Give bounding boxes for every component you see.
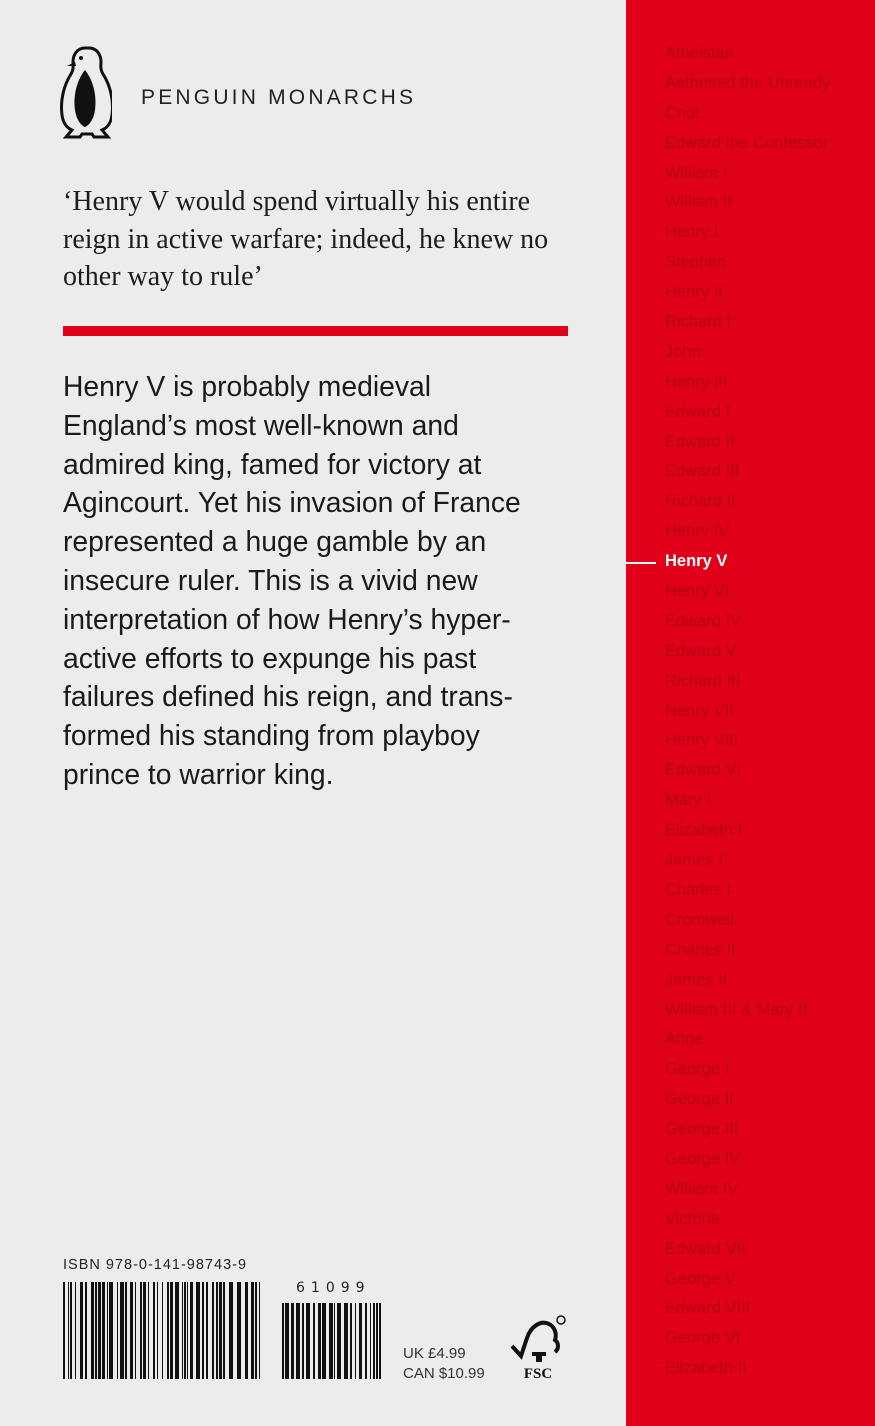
blurb-line: failures defined his reign, and trans- (63, 680, 513, 713)
barcode-bar (251, 1282, 254, 1379)
blurb-line: admired king, famed for victory at (63, 447, 482, 480)
monarch-item: Edward VIII (665, 1299, 751, 1318)
barcode-bar (302, 1303, 304, 1379)
barcode-bar (140, 1282, 142, 1379)
barcode-bar (219, 1282, 222, 1379)
monarch-item: Edward VII (665, 1239, 746, 1258)
monarch-item: Charles I (665, 880, 732, 899)
monarch-item: Richard III (665, 671, 741, 690)
barcode-bar (313, 1303, 315, 1379)
barcode-bar (85, 1282, 87, 1379)
monarch-item: Anne (665, 1030, 704, 1049)
monarch-item: Elizabeth II (665, 1359, 747, 1378)
monarch-item: Henry III (665, 372, 728, 391)
blurb-line: interpretation of how Henry’s hyper- (63, 602, 511, 635)
barcode-bar (202, 1282, 204, 1379)
barcode-bar (95, 1282, 97, 1379)
blurb-line: represented a huge gamble by an (63, 525, 487, 558)
barcode-bar (379, 1303, 381, 1379)
barcode-bar (291, 1303, 294, 1379)
monarch-item: Aethelred the Unready (665, 73, 831, 92)
barcode-bar (206, 1282, 208, 1379)
barcode-bar (162, 1282, 163, 1379)
barcode-bar (282, 1303, 284, 1379)
barcode-bar (196, 1282, 200, 1379)
barcode-bar (344, 1303, 348, 1379)
barcode-bar (337, 1303, 341, 1379)
isbn: ISBN 978-0-141-98743-9 (63, 1257, 248, 1273)
blurb-line: England’s most well-known and (63, 408, 459, 441)
barcode-bar (75, 1282, 76, 1379)
monarch-item: Charles II (665, 940, 736, 959)
barcode-bar (182, 1282, 183, 1379)
monarch-list (665, 44, 870, 1389)
monarch-item: Henry VIII (665, 731, 739, 750)
blurb-line: active efforts to expunge his past (63, 641, 477, 674)
barcode-bar (109, 1282, 113, 1379)
monarch-item: Henry VI (665, 582, 730, 601)
barcode-bar (148, 1282, 149, 1379)
barcode-bar (187, 1282, 188, 1379)
barcode-bar (107, 1282, 108, 1379)
barcode-bar (63, 1282, 65, 1379)
monarch-item: William I (665, 163, 728, 182)
price-uk: UK £4.99 (403, 1345, 466, 1362)
barcode-bar (167, 1282, 169, 1379)
barcode-bar (153, 1282, 155, 1379)
monarch-item: Edward II (665, 432, 735, 451)
monarch-item: Henry IV (665, 522, 730, 541)
monarch-item: George II (665, 1090, 734, 1109)
barcode-bar (117, 1282, 118, 1379)
barcode-bar (170, 1282, 173, 1379)
monarch-item: Edward VI (665, 761, 742, 780)
blurb-line: Henry V is probably medieval (63, 370, 432, 402)
barcode-bar (285, 1303, 289, 1379)
barcode-bar (255, 1282, 257, 1379)
blurb-line: insecure ruler. This is a vivid new (63, 563, 478, 596)
monarch-item: Edward I (665, 402, 731, 421)
barcode-bar (175, 1282, 179, 1379)
barcode-bar (334, 1303, 335, 1379)
monarch-item: Victoria (665, 1209, 720, 1228)
monarch-item: George VI (665, 1329, 741, 1348)
monarch-item: Henry V (665, 552, 870, 582)
monarch-item: James I (665, 851, 723, 870)
monarch-item: Henry II (665, 283, 723, 302)
monarch-item: George V (665, 1269, 736, 1288)
barcode-bar (329, 1303, 333, 1379)
barcode-bar (223, 1282, 225, 1379)
barcode-bar (70, 1282, 72, 1379)
barcode-bar (130, 1282, 133, 1379)
isbn-barcode (63, 1282, 262, 1379)
pull-quote: ‘Henry V would spend virtually his entire reign in active warfare; indeed, he knew no other way to rule’ (63, 186, 549, 292)
barcode-bar (229, 1282, 233, 1379)
monarch-item: James II (665, 970, 728, 989)
barcode-bar (68, 1282, 69, 1379)
monarch-item: Henry VII (665, 701, 734, 720)
barcode-bar (350, 1303, 352, 1379)
price-can: CAN $10.99 (403, 1365, 485, 1382)
blurb-line: formed his standing from playboy (63, 719, 480, 752)
monarch-list-panel (626, 0, 875, 1426)
barcode-bar (306, 1303, 310, 1379)
barcode-bar (125, 1282, 127, 1379)
barcode-bar (296, 1303, 300, 1379)
barcode-bar (355, 1303, 356, 1379)
barcode-bar (120, 1282, 124, 1379)
series-title: PENGUIN MONARCHS (141, 86, 417, 109)
monarch-item: Edward V (665, 641, 737, 660)
barcode-bar (370, 1303, 371, 1379)
red-divider (63, 326, 568, 336)
monarch-item: Richard I (665, 313, 732, 332)
monarch-item: Edward IV (665, 611, 742, 630)
barcode-bar (373, 1303, 375, 1379)
monarch-item: George IV (665, 1149, 741, 1168)
barcode-addon-number: 61099 (296, 1280, 371, 1296)
barcode-bar (190, 1282, 193, 1379)
monarch-item: Cromwell (665, 910, 734, 929)
barcode-bar (80, 1282, 83, 1379)
barcode-bar (245, 1282, 248, 1379)
barcode-bar (91, 1282, 94, 1379)
barcode-bar (365, 1303, 367, 1379)
barcode-bar (157, 1282, 158, 1379)
monarch-item: Henry I (665, 223, 719, 242)
monarch-item: George III (665, 1120, 739, 1139)
barcode-bar (322, 1303, 326, 1379)
fsc-label: FSC (523, 1366, 553, 1380)
barcode-bar (98, 1282, 101, 1379)
fsc-logo-icon (508, 1312, 568, 1380)
monarch-item: Mary I (665, 791, 711, 810)
monarch-item: Athelstan (665, 44, 734, 62)
monarch-item: William IV (665, 1179, 739, 1198)
monarch-item: Richard II (665, 492, 736, 511)
barcode-bar (376, 1303, 378, 1379)
blurb-line: prince to warrior king. (63, 757, 334, 790)
monarch-item: Elizabeth I (665, 821, 743, 840)
barcode-bar (212, 1282, 214, 1379)
barcode-bar (259, 1282, 260, 1379)
blurb (63, 367, 593, 794)
barcode-bar (359, 1303, 362, 1379)
barcode-bar (184, 1282, 186, 1379)
penguin-logo-icon (58, 45, 112, 141)
monarch-item: William III & Mary II (665, 1000, 808, 1019)
barcode-bar (237, 1282, 241, 1379)
monarch-item: John (665, 342, 701, 361)
blurb-line: Agincourt. Yet his invasion of France (63, 486, 521, 519)
barcode-bar (216, 1282, 218, 1379)
barcode-bar (135, 1282, 136, 1379)
addon-barcode (282, 1303, 381, 1379)
monarch-item: Edward the Confessor (665, 133, 829, 152)
monarch-item: Edward III (665, 462, 740, 481)
price (403, 1344, 485, 1384)
barcode-bar (318, 1303, 321, 1379)
monarch-item: William II (665, 193, 732, 212)
monarch-item: George I (665, 1060, 730, 1079)
barcode-bar (102, 1282, 105, 1379)
barcode-bar (143, 1282, 146, 1379)
monarch-item: Stephen (665, 253, 727, 272)
monarch-item: Cnut (665, 103, 700, 122)
